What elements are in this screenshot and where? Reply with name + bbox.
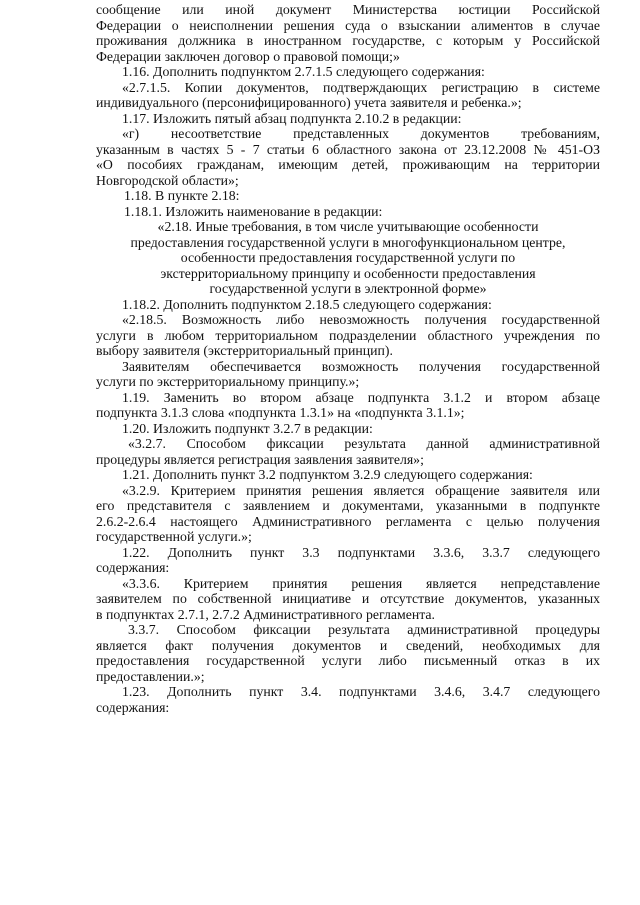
text-line: 1.19. Заменить во втором абзаце подпункта 3.1.2 и втором абзаце xyxy=(122,389,600,405)
text-line: индивидуального (персонифицированного) учета заявителя и ребенка.»; xyxy=(96,95,522,110)
text-line: «2.7.1.5. Копии документов, подтверждающих регистрацию в системе xyxy=(122,79,600,95)
text-line: государственной услуги в электронной форме» xyxy=(209,281,487,296)
text-line: особенности предоставления государственной услуги по xyxy=(180,250,516,265)
text-line: 1.21. Дополнить пункт 3.2 подпунктом 3.2.9 следующего содержания: xyxy=(122,467,533,482)
text-line: 1.16. Дополнить подпунктом 2.7.1.5 следующего содержания: xyxy=(122,64,485,79)
text-line: «2.18.5. Возможность либо невозможность получения государственной xyxy=(122,312,600,327)
text-line: «3.2.9. Критерием принятия решения является обращение заявителя или xyxy=(122,482,600,498)
text-line: предоставления государственной услуги в многофункциональном центре, xyxy=(130,234,566,250)
text-line: Федерации о неисполнении решения суда о взыскании алиментов в случае xyxy=(96,17,600,33)
text-line: Заявителям обеспечивается возможность получения государственной xyxy=(122,358,600,374)
text-line: проживания должника в иностранном государстве, с которым у Российской xyxy=(96,33,600,48)
text-line: заявителем по собственной инициативе и отсутствие документов, указанных xyxy=(96,591,600,606)
text-line: содержания: xyxy=(96,560,170,575)
text-line: «О пособиях гражданам, имеющим детей, проживающим на территории xyxy=(96,157,600,172)
text-line: 1.18.1. Изложить наименование в редакции: xyxy=(124,203,383,219)
text-line: 3.3.7. Способом фиксации результата административной процедуры xyxy=(128,622,600,637)
text-line: его представителя с заявлением и документами, указанными в подпункте xyxy=(96,498,600,513)
text-line: Федерации заключен договор о правовой помощи;» xyxy=(96,48,400,64)
text-line: «3.2.7. Способом фиксации результата данной административной xyxy=(128,436,600,451)
text-line: содержания: xyxy=(96,699,170,715)
text-line: процедуры является регистрация заявления заявителя»; xyxy=(96,451,424,467)
text-line: экстерриториальному принципу и особенности предоставления xyxy=(160,265,536,281)
text-line: услуги в любом территориальном подразделении областного учреждения по xyxy=(96,327,600,343)
text-line: предоставления государственной услуги либо письменный отказ в их xyxy=(96,653,600,668)
text-line: 2.6.2-2.6.4 настоящего Административного регламента с целью получения xyxy=(96,513,600,529)
document-body xyxy=(96,2,600,715)
text-line: сообщение или иной документ Министерства юстиции Российской xyxy=(96,2,600,17)
text-line: 1.20. Изложить подпункт 3.2.7 в редакции: xyxy=(122,420,373,436)
text-line: государственной услуги.»; xyxy=(96,529,252,544)
text-line: Новгородской области»; xyxy=(96,172,239,188)
text-line: 1.23. Дополнить пункт 3.4. подпунктами 3.4.6, 3.4.7 следующего xyxy=(122,684,600,699)
text-line: «3.3.6. Критерием принятия решения является непредставление xyxy=(122,575,600,591)
text-line: 1.18. В пункте 2.18: xyxy=(124,188,240,203)
text-line: подпункта 3.1.3 слова «подпункта 1.3.1» на «подпункта 3.1.1»; xyxy=(96,405,465,420)
text-line: 1.22. Дополнить пункт 3.3 подпунктами 3.3.6, 3.3.7 следующего xyxy=(122,544,600,560)
text-line: в подпунктах 2.7.1, 2.7.2 Административного регламента. xyxy=(96,606,435,622)
text-line: является факт получения документов и сведений, необходимых для xyxy=(96,637,600,653)
text-line: «г) несоответствие представленных документов требованиям, xyxy=(122,126,600,141)
text-line: 1.18.2. Дополнить подпунктом 2.18.5 следующего содержания: xyxy=(122,296,492,312)
text-line: услуги по экстерриториальному принципу.»; xyxy=(96,374,360,389)
text-line: указанным в частях 5 - 7 статьи 6 областного закона от 23.12.2008 № 451-ОЗ xyxy=(96,141,600,157)
text-line: 1.17. Изложить пятый абзац подпункта 2.10.2 в редакции: xyxy=(122,110,462,126)
text-line: «2.18. Иные требования, в том числе учитывающие особенности xyxy=(157,219,539,234)
text-line: предоставлении.»; xyxy=(96,668,205,684)
text-line: выбору заявителя (экстерриториальный принцип). xyxy=(96,343,393,358)
